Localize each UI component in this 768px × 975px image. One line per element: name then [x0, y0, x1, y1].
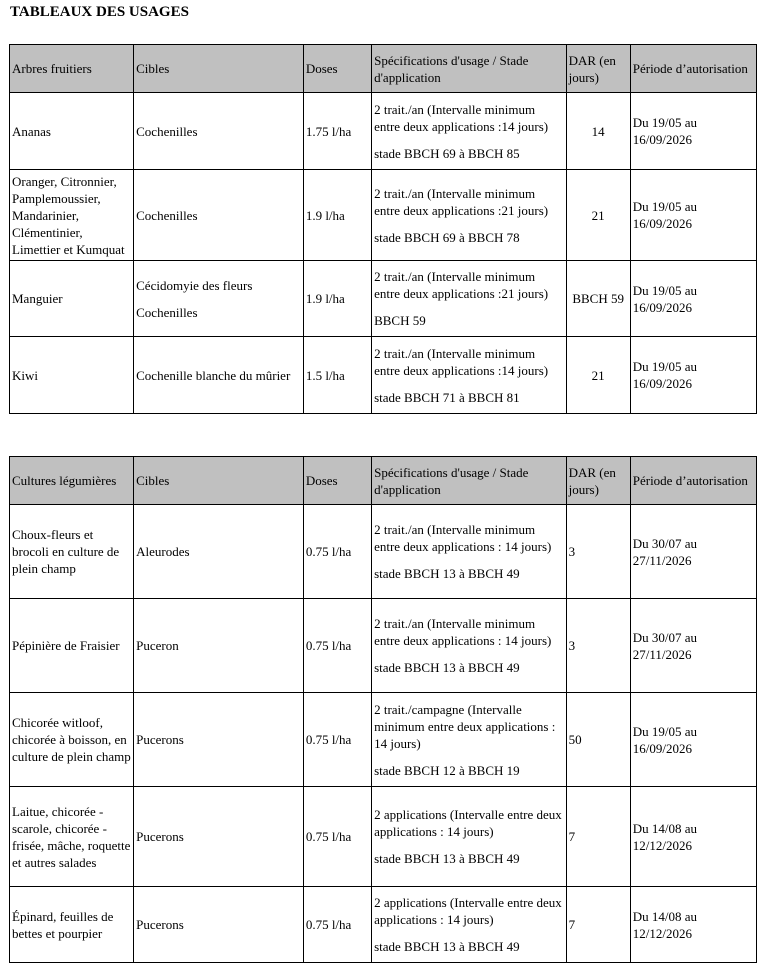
header-cell: Spécifications d'usage / Stade d'application: [372, 45, 567, 93]
period-cell: Du 19/05 au 16/09/2026: [630, 170, 756, 261]
stage-text: stade BBCH 69 à BBCH 78: [374, 229, 520, 245]
dose-cell: 0.75 l/ha: [303, 599, 371, 693]
table-header-row: [10, 45, 757, 93]
dose-cell: 1.75 l/ha: [303, 93, 371, 170]
target-text: Cochenilles: [136, 304, 198, 320]
period-cell: Du 30/07 au 27/11/2026: [630, 599, 756, 693]
dose-cell: 0.75 l/ha: [303, 693, 371, 787]
target-cell: [134, 261, 304, 337]
header-cell: Cibles: [134, 457, 304, 505]
period-cell: Du 19/05 au 16/09/2026: [630, 337, 756, 414]
spec-text: 2 trait./an (Intervalle minimum entre deux applications :21 jours): [374, 269, 549, 301]
crop-cell: Manguier: [10, 261, 134, 337]
dar-cell: 50: [566, 693, 630, 787]
spec-cell: [372, 693, 567, 787]
header-cell: Doses: [303, 457, 371, 505]
target-text: Pucerons: [136, 829, 184, 844]
dar-cell: 14: [566, 93, 630, 170]
spec-text: 2 applications (Intervalle entre deux applications : 14 jours): [374, 895, 562, 927]
target-text: Pucerons: [136, 917, 184, 932]
header-cell: Période d’autorisation: [630, 45, 756, 93]
page-title: TABLEAUX DES USAGES: [10, 4, 189, 20]
spec-text: 2 trait./an (Intervalle minimum entre deux applications :21 jours): [374, 185, 549, 218]
target-cell: [134, 93, 304, 170]
dar-cell: 3: [566, 599, 630, 693]
crop-cell: Ananas: [10, 93, 134, 170]
header-cell: DAR (en jours): [566, 45, 630, 93]
spec-cell: [372, 599, 567, 693]
dose-cell: 1.9 l/ha: [303, 261, 371, 337]
target-cell: [134, 599, 304, 693]
target-cell: [134, 170, 304, 261]
header-cell: DAR (en jours): [566, 457, 630, 505]
stage-text: stade BBCH 12 à BBCH 19: [374, 762, 520, 778]
dar-cell: 21: [566, 170, 630, 261]
usage-table-fruit-trees: [9, 44, 757, 414]
spec-cell: [372, 261, 567, 337]
stage-text: stade BBCH 13 à BBCH 49: [374, 566, 520, 581]
dose-cell: 0.75 l/ha: [303, 887, 371, 963]
target-text: Puceron: [136, 638, 179, 653]
target-cell: [134, 693, 304, 787]
header-cell: Arbres fruitiers: [10, 45, 134, 93]
stage-text: stade BBCH 69 à BBCH 85: [374, 145, 520, 161]
spec-cell: [372, 337, 567, 414]
target-cell: [134, 505, 304, 599]
spec-cell: [372, 505, 567, 599]
period-cell: Du 19/05 au 16/09/2026: [630, 261, 756, 337]
table-header-row: [10, 457, 757, 505]
target-text: Cochenille blanche du mûrier: [136, 367, 291, 383]
target-cell: [134, 787, 304, 887]
spec-text: 2 trait./an (Intervalle minimum entre deux applications :14 jours): [374, 101, 549, 134]
stage-text: BBCH 59: [374, 313, 426, 328]
table-row: [10, 337, 757, 414]
period-cell: Du 19/05 au 16/09/2026: [630, 93, 756, 170]
header-cell: Spécifications d'usage / Stade d'application: [372, 457, 567, 505]
dose-cell: 1.5 l/ha: [303, 337, 371, 414]
table-row: [10, 261, 757, 337]
spec-text: 2 trait./an (Intervalle minimum entre deux applications :14 jours): [374, 345, 549, 378]
stage-text: stade BBCH 13 à BBCH 49: [374, 939, 520, 954]
crop-cell: Laitue, chicorée - scarole, chicorée - frisée, mâche, roquette et autres salades: [10, 787, 134, 887]
period-cell: Du 30/07 au 27/11/2026: [630, 505, 756, 599]
target-text: Pucerons: [136, 732, 184, 747]
target-text: Cochenilles: [136, 123, 198, 139]
spec-cell: [372, 887, 567, 963]
spec-cell: [372, 93, 567, 170]
crop-cell: Pépinière de Fraisier: [10, 599, 134, 693]
target-cell: [134, 887, 304, 963]
crop-cell: Choux-fleurs et brocoli en culture de plein champ: [10, 505, 134, 599]
spec-text: 2 trait./campagne (Intervalle minimum entre deux applications : 14 jours): [374, 701, 556, 751]
period-cell: Du 19/05 au 16/09/2026: [630, 693, 756, 787]
table-row: [10, 693, 757, 787]
spec-text: 2 applications (Intervalle entre deux applications : 14 jours): [374, 807, 562, 839]
table-row: [10, 93, 757, 170]
table-row: [10, 787, 757, 887]
spec-cell: [372, 787, 567, 887]
crop-cell: Kiwi: [10, 337, 134, 414]
spec-text: 2 trait./an (Intervalle minimum entre deux applications : 14 jours): [374, 616, 552, 648]
header-cell: Cultures légumières: [10, 457, 134, 505]
dose-cell: 1.9 l/ha: [303, 170, 371, 261]
table-row: [10, 599, 757, 693]
period-cell: Du 14/08 au 12/12/2026: [630, 887, 756, 963]
stage-text: stade BBCH 13 à BBCH 49: [374, 851, 520, 866]
period-cell: Du 14/08 au 12/12/2026: [630, 787, 756, 887]
crop-cell: Épinard, feuilles de bettes et pourpier: [10, 887, 134, 963]
header-cell: Cibles: [134, 45, 304, 93]
table-row: [10, 887, 757, 963]
dar-cell: BBCH 59: [566, 261, 630, 337]
target-text: Cochenilles: [136, 207, 198, 223]
spec-text: 2 trait./an (Intervalle minimum entre deux applications : 14 jours): [374, 522, 552, 554]
header-cell: Période d’autorisation: [630, 457, 756, 505]
stage-text: stade BBCH 13 à BBCH 49: [374, 660, 520, 675]
table-row: [10, 505, 757, 599]
usage-table-vegetables: [9, 456, 757, 963]
target-text: Aleurodes: [136, 544, 190, 559]
dar-cell: 7: [566, 787, 630, 887]
dar-cell: 7: [566, 887, 630, 963]
target-text: Cécidomyie des fleurs: [136, 277, 253, 293]
target-cell: [134, 337, 304, 414]
dose-cell: 0.75 l/ha: [303, 787, 371, 887]
dar-cell: 21: [566, 337, 630, 414]
crop-cell: Chicorée witloof, chicorée à boisson, en culture de plein champ: [10, 693, 134, 787]
stage-text: stade BBCH 71 à BBCH 81: [374, 389, 520, 405]
header-cell: Doses: [303, 45, 371, 93]
dar-cell: 3: [566, 505, 630, 599]
dose-cell: 0.75 l/ha: [303, 505, 371, 599]
crop-cell: Oranger, Citronnier, Pamplemoussier, Mandarinier, Clémentinier, Limettier et Kumquat: [10, 170, 134, 261]
table-row: [10, 170, 757, 261]
spec-cell: [372, 170, 567, 261]
